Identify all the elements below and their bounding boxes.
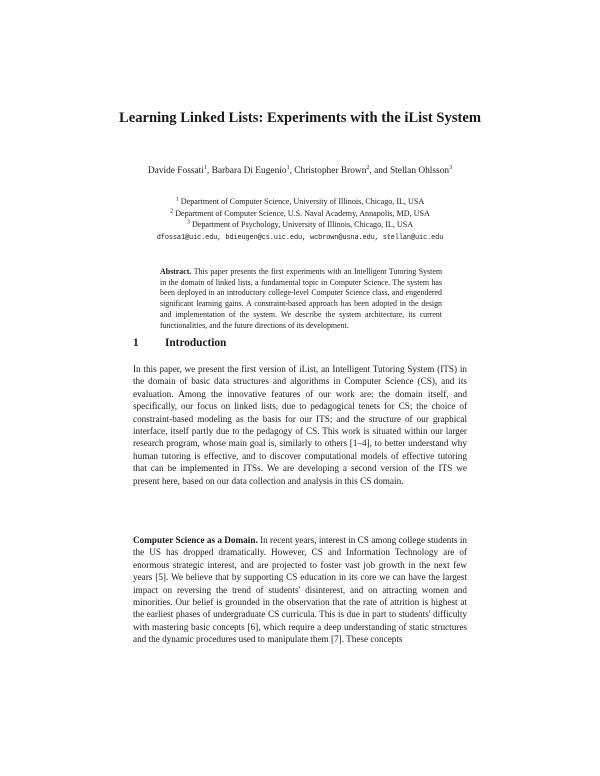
paragraph-lead: Computer Science as a Domain. [133,535,258,545]
affiliation-sup: 1 [175,196,179,203]
author-sup: 2 [366,164,370,171]
author-emails: dfossa1@uic.edu, bdieugen@cs.uic.edu, wcbrown@usna.edu, stellan@uic.edu [156,234,444,242]
author-sup: 1 [203,164,207,171]
author-name: Stellan Ohlsson [389,166,450,176]
affiliation-text: Department of Psychology, University of Illinois, Chicago, IL, USA [191,220,414,229]
abstract-text: This paper presents the first experiments with an Intelligent Tutoring System in the domain of linked lists, a fundamental topic in Computer Science. The system has been deployed in an introductory college-level Computer Science class, and engendered significant learning gains. A constraint-based approach has been adopted in the design and implementation of the system. We describe the system architecture, its current functionalities, and the future directions of its development. [160,267,442,330]
author-sup: 1 [286,164,290,171]
author-name: Davide Fossati [147,166,204,176]
section-number: 1 [133,337,139,349]
affiliation-sup: 2 [170,207,174,214]
paragraph-text: In recent years, interest in CS among college students in the US has dropped dramatically. However, CS and Information Technology are of enormous strategic interest, and are projected to foster vast job growth in the next few years [5]. We believe that by supporting CS education in its core we can have the largest impact on reversing the trend of students' disinterest, and on attracting women and minorities. Our belief is grounded in the observation that the rate of attrition is highest at the earliest phases of undergraduate CS curricula. This is due in part to students' difficulty with mastering basic concepts [6], which require a deep understanding of static structures and the dynamic procedures used to manipulate them [7]. These concepts [133,535,468,645]
affiliation [80,196,520,208]
author-sup: 3 [449,164,453,171]
abstract [160,267,442,331]
author-list: Davide Fossati$^1$, Barbara Di Eugenio$^1$, Christopher Brown$^2$, and Stellan Ohlsson$^3$ [147,164,453,176]
paragraph-cs-domain [133,534,467,646]
affiliation [80,208,520,220]
affiliation-sup: 3 [186,219,190,226]
author-name: Christopher Brown [294,166,367,176]
affiliation [80,219,520,231]
abstract-label: Abstract. [160,267,192,276]
author-name: Barbara Di Eugenio [211,166,287,176]
section-heading [133,336,226,350]
section-title: Introduction [165,337,227,349]
paper-title: Learning Linked Lists: Experiments with the iList System [118,110,482,126]
affiliation-text: Department of Computer Science, U.S. Naval Academy, Annapolis, MD, USA [175,208,430,218]
affiliation-text: Department of Computer Science, University of Illinois, Chicago, IL, USA [180,197,425,206]
affiliation-list [80,196,520,231]
intro-paragraph: In this paper, we present the first version of iList, an Intelligent Tutoring System (ITS) in the domain of basic data structures and algorithms in Computer Science (CS), and its evaluation. Among the innovative features of our work are: the domain itself, and specifically, our focus on linked lists, due to pedagogical tenets for CS; the choice of constraint-based modeling as the basis for our ITS; and the structure of our graphical interface, itself partly due to the pedagogy of CS. This work is situated within our larger research program, whose main goal is, similarly to others [1–4], to better understand why human tutoring is effective, and to discover computational models of effective tutoring that can be implemented in ITSs. We are developing a second version of the ITS we present here, based on our data collection and analysis in this CS domain. [133,364,467,486]
